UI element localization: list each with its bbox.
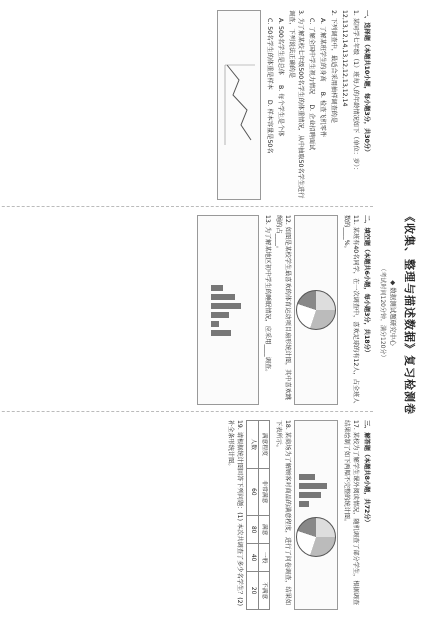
line-chart-figure — [217, 10, 261, 200]
exam-title: 《收集、整理与描述数据》复习检测卷 — [403, 211, 416, 415]
survey-table — [246, 420, 270, 610]
pie-chart-figure — [294, 215, 338, 405]
question-3: 3. 为了解某校七年级500名学生的体重情况，从中抽取50名学生进行调查，下列说法正确的是 — [288, 10, 305, 199]
table-header-cell: 一般 — [258, 544, 269, 572]
question-2-options — [306, 18, 326, 200]
bar — [299, 483, 327, 489]
section-2-label: 二、填空题（本题共6小题，每小题3分，共18分） — [362, 215, 370, 356]
option-b: B. 检查飞机零件 — [319, 91, 327, 138]
bar — [299, 474, 315, 480]
option-d: D. 企业招聘面试 — [308, 104, 316, 151]
column-2 — [0, 215, 373, 412]
columns — [0, 10, 373, 616]
table-header-cell: 满意程度 — [258, 421, 269, 469]
line-chart-svg — [221, 60, 257, 150]
section-1-label: 一、选择题（本题共10小题，每小题3分，共30分） — [362, 10, 370, 156]
question-1-data: 12,13,12,14,13,12,12,13,12,14 — [340, 10, 348, 107]
question-12: 12. 如图是某校学生最喜欢的体育运动项目扇形统计图，其中喜欢跳绳的占____。 — [275, 215, 291, 401]
table-cell: 20 — [247, 572, 258, 610]
bar-chart-figure — [197, 215, 259, 405]
pie-chart-2 — [296, 517, 336, 557]
table-header-cell: 满意 — [258, 516, 269, 544]
question-17: 17. 某校为了解学生课外阅读情况，随机调查了部分学生，根据调查结果绘制了如下两幅不完整的统计图。 — [342, 420, 359, 606]
bar-chart — [211, 285, 245, 336]
bar — [299, 492, 321, 498]
question-2: 2. 下列调查中，最适合采用抽样调查的是 — [330, 10, 337, 124]
question-19: 19. 请根据统计图回答下列问题：(1) 本次共调查了多少名学生？(2) 补全条形统计图。 — [227, 420, 244, 606]
stats-figure — [294, 420, 338, 610]
table-header-cell: 不满意 — [258, 572, 269, 610]
question-13: 13. 为了解某地区初中学生的睡眠情况，应采用____调查。 — [264, 215, 272, 376]
question-3-options — [264, 18, 284, 200]
table-row — [247, 421, 258, 610]
column-1 — [0, 10, 373, 207]
bar — [211, 285, 223, 291]
bar-chart-2 — [299, 474, 333, 507]
option-a: A. 500名学生是总体 — [277, 18, 285, 75]
option-b: B. 每个学生是个体 — [277, 85, 285, 137]
option-a: A. 了解某班学生的身高 — [319, 18, 327, 82]
exam-subtitle: ◆ 数据测试题研究中心 — [389, 280, 398, 346]
bar — [211, 303, 241, 309]
pie-chart — [296, 290, 336, 330]
column-3 — [0, 420, 373, 616]
bar — [211, 330, 231, 336]
line-series — [227, 65, 251, 140]
option-c: C. 了解全国中学生视力情况 — [308, 18, 316, 95]
table-cell: 人数 — [247, 421, 258, 469]
table-header-cell: 非常满意 — [258, 468, 269, 516]
exam-meta: （考试时间120分钟，满分120分） — [378, 265, 386, 361]
table-cell: 40 — [247, 544, 258, 572]
option-c: C. 50名学生的体重是样本 — [266, 18, 274, 90]
section-3-label: 三、解答题（本题共8小题，共72分） — [362, 420, 370, 526]
bar — [299, 501, 309, 507]
bar — [211, 321, 219, 327]
table-cell: 60 — [247, 468, 258, 516]
option-d: D. 样本容量是50名 — [266, 99, 274, 154]
question-18: 18. 某商场为了解顾客对商品的满意程度，进行了问卷调查，结果如下表所示。 — [275, 420, 291, 606]
bar — [211, 312, 229, 318]
table-header-row — [258, 421, 269, 610]
table-cell: 80 — [247, 516, 258, 544]
question-1: 1. 某同学七年级（1）班每人的年龄情况如下（单位：岁）： — [351, 10, 359, 174]
question-11: 11. 某班有40名同学，在一次调查中，喜欢足球的有12人，占全班人数的____%。 — [342, 215, 359, 404]
bar — [211, 294, 235, 300]
